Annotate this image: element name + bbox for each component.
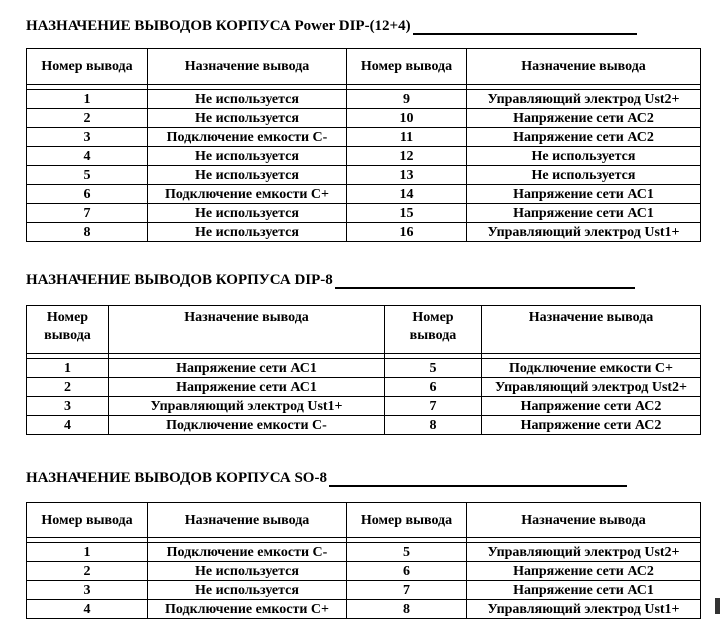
pin-function: Напряжение сети АС1 — [467, 204, 701, 223]
pin-function: Не используется — [148, 562, 347, 581]
pin-function: Подключение емкости С+ — [482, 359, 701, 378]
pin-function: Напряжение сети АС2 — [467, 128, 701, 147]
section-title-text: НАЗНАЧЕНИЕ ВЫВОДОВ КОРПУСА SO-8 — [26, 470, 327, 486]
pin-number: 10 — [347, 109, 467, 128]
pin-function: Подключение емкости С- — [109, 416, 385, 435]
pin-function: Подключение емкости С- — [148, 128, 347, 147]
table-row — [27, 185, 701, 204]
section-title-dip8 — [26, 272, 635, 289]
pin-function: Управляющий электрод Ust1+ — [467, 223, 701, 242]
table-row — [27, 378, 701, 397]
table-row — [27, 147, 701, 166]
pin-function: Управляющий электрод Ust2+ — [482, 378, 701, 397]
pin-number: 3 — [27, 397, 109, 416]
pin-table-power-dip — [26, 48, 701, 242]
pin-number: 6 — [347, 562, 467, 581]
header-pin-function: Назначение вывода — [467, 503, 701, 538]
title-underline — [329, 473, 627, 487]
header-pin-function: Назначение вывода — [467, 49, 701, 85]
pin-number: 7 — [347, 581, 467, 600]
pin-function: Напряжение сети АС2 — [467, 562, 701, 581]
pin-function: Напряжение сети АС2 — [467, 109, 701, 128]
table-row — [27, 204, 701, 223]
pin-number: 12 — [347, 147, 467, 166]
scrollbar-fragment[interactable] — [715, 598, 720, 614]
pin-number: 16 — [347, 223, 467, 242]
pin-number: 5 — [27, 166, 148, 185]
pin-number: 4 — [27, 147, 148, 166]
pin-number: 2 — [27, 562, 148, 581]
section-title-text: НАЗНАЧЕНИЕ ВЫВОДОВ КОРПУСА DIP-8 — [26, 272, 333, 288]
pin-function: Не используется — [148, 90, 347, 109]
header-pin-number: Номер вывода — [27, 306, 109, 354]
table-row — [27, 562, 701, 581]
pin-function: Управляющий электрод Ust1+ — [467, 600, 701, 619]
title-underline — [413, 21, 637, 35]
section-title-power-dip — [26, 18, 637, 35]
pin-number: 9 — [347, 90, 467, 109]
pin-function: Управляющий электрод Ust2+ — [467, 543, 701, 562]
pin-number: 8 — [385, 416, 482, 435]
table-row — [27, 397, 701, 416]
pin-number: 13 — [347, 166, 467, 185]
header-pin-number: Номер вывода — [27, 503, 148, 538]
pin-table-dip8 — [26, 305, 701, 435]
pin-number: 3 — [27, 128, 148, 147]
pin-function: Не используется — [148, 223, 347, 242]
pin-number: 5 — [385, 359, 482, 378]
pin-number: 11 — [347, 128, 467, 147]
table-header-row — [27, 306, 701, 354]
pin-function: Подключение емкости С- — [148, 543, 347, 562]
table-row — [27, 600, 701, 619]
pin-function: Не используется — [467, 147, 701, 166]
pin-number: 6 — [385, 378, 482, 397]
pin-number: 3 — [27, 581, 148, 600]
pin-function: Не используется — [148, 147, 347, 166]
pin-function: Напряжение сети АС2 — [482, 397, 701, 416]
header-pin-function: Назначение вывода — [148, 503, 347, 538]
pin-number: 1 — [27, 359, 109, 378]
table-row — [27, 109, 701, 128]
pin-function: Подключение емкости С+ — [148, 185, 347, 204]
pin-function: Не используется — [148, 581, 347, 600]
table-row — [27, 416, 701, 435]
pin-table-so8 — [26, 502, 701, 619]
table-row — [27, 581, 701, 600]
header-pin-function: Назначение вывода — [482, 306, 701, 354]
table-row — [27, 543, 701, 562]
header-pin-number: Номер вывода — [385, 306, 482, 354]
title-underline — [335, 275, 635, 289]
pin-function: Не используется — [467, 166, 701, 185]
pin-number: 7 — [385, 397, 482, 416]
section-title-text: НАЗНАЧЕНИЕ ВЫВОДОВ КОРПУСА Power DIP-(12+4) — [26, 18, 411, 34]
pin-number: 2 — [27, 109, 148, 128]
pin-function: Не используется — [148, 109, 347, 128]
table-row — [27, 166, 701, 185]
header-pin-number: Номер вывода — [347, 49, 467, 85]
pin-function: Управляющий электрод Ust1+ — [109, 397, 385, 416]
table-row — [27, 359, 701, 378]
pin-number: 7 — [27, 204, 148, 223]
pin-number: 8 — [27, 223, 148, 242]
pin-number: 5 — [347, 543, 467, 562]
table-header-row — [27, 503, 701, 538]
section-title-so8 — [26, 470, 627, 487]
header-pin-number: Номер вывода — [27, 49, 148, 85]
pin-number: 15 — [347, 204, 467, 223]
table-row — [27, 223, 701, 242]
pin-number: 6 — [27, 185, 148, 204]
header-pin-number: Номер вывода — [347, 503, 467, 538]
pin-function: Управляющий электрод Ust2+ — [467, 90, 701, 109]
pin-function: Не используется — [148, 204, 347, 223]
header-pin-function: Назначение вывода — [148, 49, 347, 85]
pin-number: 8 — [347, 600, 467, 619]
pin-function: Напряжение сети АС1 — [467, 185, 701, 204]
pin-number: 4 — [27, 416, 109, 435]
pin-function: Подключение емкости С+ — [148, 600, 347, 619]
table-header-row — [27, 49, 701, 85]
table-row — [27, 90, 701, 109]
pin-number: 1 — [27, 543, 148, 562]
pin-number: 1 — [27, 90, 148, 109]
pin-function: Напряжение сети АС1 — [467, 581, 701, 600]
header-pin-function: Назначение вывода — [109, 306, 385, 354]
pin-function: Напряжение сети АС1 — [109, 359, 385, 378]
pin-number: 2 — [27, 378, 109, 397]
pin-number: 14 — [347, 185, 467, 204]
pin-function: Не используется — [148, 166, 347, 185]
pin-function: Напряжение сети АС1 — [109, 378, 385, 397]
table-row — [27, 128, 701, 147]
pin-function: Напряжение сети АС2 — [482, 416, 701, 435]
pin-number: 4 — [27, 600, 148, 619]
